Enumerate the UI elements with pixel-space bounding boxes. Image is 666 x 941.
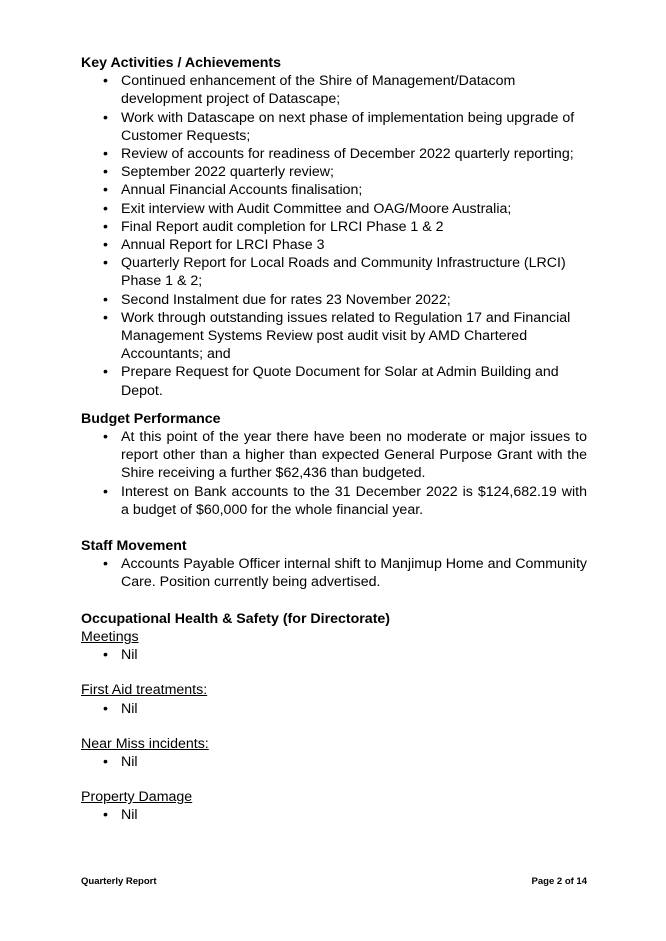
budget-performance-heading: Budget Performance — [81, 410, 221, 427]
list-item: • Interest on Bank accounts to the 31 December 2022 is $124,682.19 with a budget of $60,000 for the whole financial year. — [81, 483, 587, 519]
list-item: • Work with Datascape on next phase of implementation being upgrade of Customer Requests; — [81, 109, 587, 145]
list-item: • Annual Financial Accounts finalisation; — [81, 181, 587, 199]
ohs-heading: Occupational Health & Safety (for Directorate) — [81, 610, 391, 627]
list-item: • Nil — [81, 753, 587, 771]
list-item: • Nil — [81, 806, 587, 824]
list-item: • Exit interview with Audit Committee and OAG/Moore Australia; — [81, 200, 587, 218]
first-aid-list — [81, 700, 587, 718]
first-aid-subheading: First Aid treatments: — [81, 682, 208, 699]
key-activities-list — [81, 72, 587, 400]
meetings-list — [81, 646, 587, 664]
page-number: Page 2 of 14 — [531, 876, 587, 887]
list-item: • Final Report audit completion for LRCI Phase 1 & 2 — [81, 218, 587, 236]
list-item: • Review of accounts for readiness of December 2022 quarterly reporting; — [81, 145, 587, 163]
property-damage-subheading: Property Damage — [81, 789, 193, 806]
meetings-subheading: Meetings — [81, 628, 139, 645]
list-item: • Quarterly Report for Local Roads and Community Infrastructure (LRCI) Phase 1 & 2; — [81, 254, 587, 290]
list-item: • Second Instalment due for rates 23 November 2022; — [81, 291, 587, 309]
list-item: • Continued enhancement of the Shire of Management/Datacom development project of Datascape; — [81, 72, 587, 108]
footer-title: Quarterly Report — [81, 876, 157, 887]
budget-performance-list — [81, 428, 587, 519]
list-item: • At this point of the year there have been no moderate or major issues to report other than a higher than expected General Purpose Grant with the Shire receiving a further $62,436 than budgeted. — [81, 428, 587, 483]
page-footer — [81, 876, 587, 887]
near-miss-list — [81, 753, 587, 771]
list-item: • Accounts Payable Officer internal shift to Manjimup Home and Community Care. Position currently being advertised. — [81, 555, 587, 591]
staff-movement-list — [81, 555, 587, 591]
list-item: • September 2022 quarterly review; — [81, 163, 587, 181]
property-damage-list — [81, 806, 587, 824]
staff-movement-heading: Staff Movement — [81, 538, 187, 555]
list-item: • Work through outstanding issues related to Regulation 17 and Financial Management Systems Review post audit visit by AMD Chartered Accountants; and — [81, 309, 587, 364]
list-item: • Annual Report for LRCI Phase 3 — [81, 236, 587, 254]
list-item: • Nil — [81, 700, 587, 718]
key-activities-heading: Key Activities / Achievements — [81, 55, 282, 71]
list-item: • Prepare Request for Quote Document for Solar at Admin Building and Depot. — [81, 363, 587, 399]
page-content — [81, 54, 587, 825]
near-miss-subheading: Near Miss incidents: — [81, 735, 209, 752]
list-item: • Nil — [81, 646, 587, 664]
